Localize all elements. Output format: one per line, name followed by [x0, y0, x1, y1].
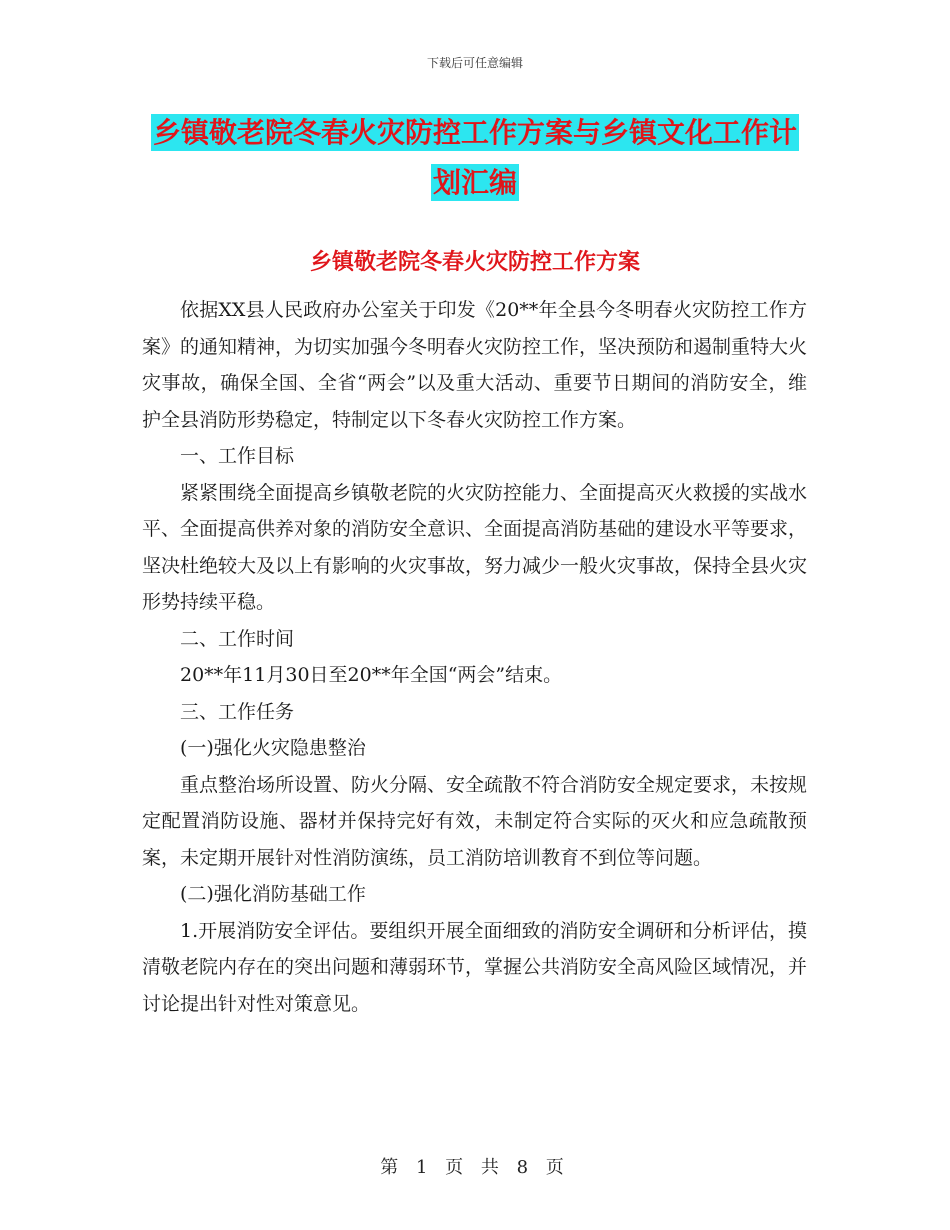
- subheading: (一)强化火灾隐患整治: [180, 737, 366, 759]
- subheading: (二)强化消防基础工作: [180, 883, 366, 905]
- paragraph: 重点整治场所设置、防火分隔、安全疏散不符合消防安全规定要求，未按规定配置消防设施、器材并保持完好有效，未制定符合实际的灭火和应急疏散预案，未定期开展针对性消防演练，员工消防培训教育不到位等问题。: [142, 773, 808, 869]
- heading-work-time: 二、工作时间: [180, 627, 295, 650]
- heading-work-goal: 一、工作目标: [180, 445, 295, 467]
- page-footer: 第 1 页 共 8 页: [380, 1157, 570, 1178]
- paragraph: 1.开展消防安全评估。要组织开展全面细致的消防安全调研和分析评估，摸清敬老院内存在的突出问题和薄弱环节，掌握公共消防安全高风险区域情况，并讨论提出针对性对策意见。: [142, 919, 808, 1015]
- document-body: [142, 292, 807, 1022]
- document-title: [140, 108, 810, 208]
- paragraph: 依据XX县人民政府办公室关于印发《20**年全县今冬明春火灾防控工作方案》的通知精神，为切实加强今冬明春火灾防控工作，坚决预防和遏制重特大火灾事故，确保全国、全省“两会”以及重大活动、重要节日期间的消防安全，维护全县消防形势稳定，特制定以下冬春火灾防控工作方案。: [142, 299, 808, 431]
- paragraph: 紧紧围绕全面提高乡镇敬老院的火灾防控能力、全面提高灭火救援的实战水平、全面提高供养对象的消防安全意识、全面提高消防基础的建设水平等要求，坚决杜绝较大及以上有影响的火灾事故，努力减少一般火灾事故，保持全县火灾形势持续平稳。: [142, 481, 808, 613]
- header-note: 下载后可任意编辑: [426, 56, 523, 70]
- heading-work-tasks: 三、工作任务: [180, 700, 295, 723]
- paragraph: 20**年11月30日至20**年全国“两会”结束。: [180, 664, 563, 686]
- document-title-text: 乡镇敬老院冬春火灾防控工作方案与乡镇文化工作计划汇编: [152, 116, 797, 199]
- section-title: 乡镇敬老院冬春火灾防控工作方案: [309, 250, 640, 275]
